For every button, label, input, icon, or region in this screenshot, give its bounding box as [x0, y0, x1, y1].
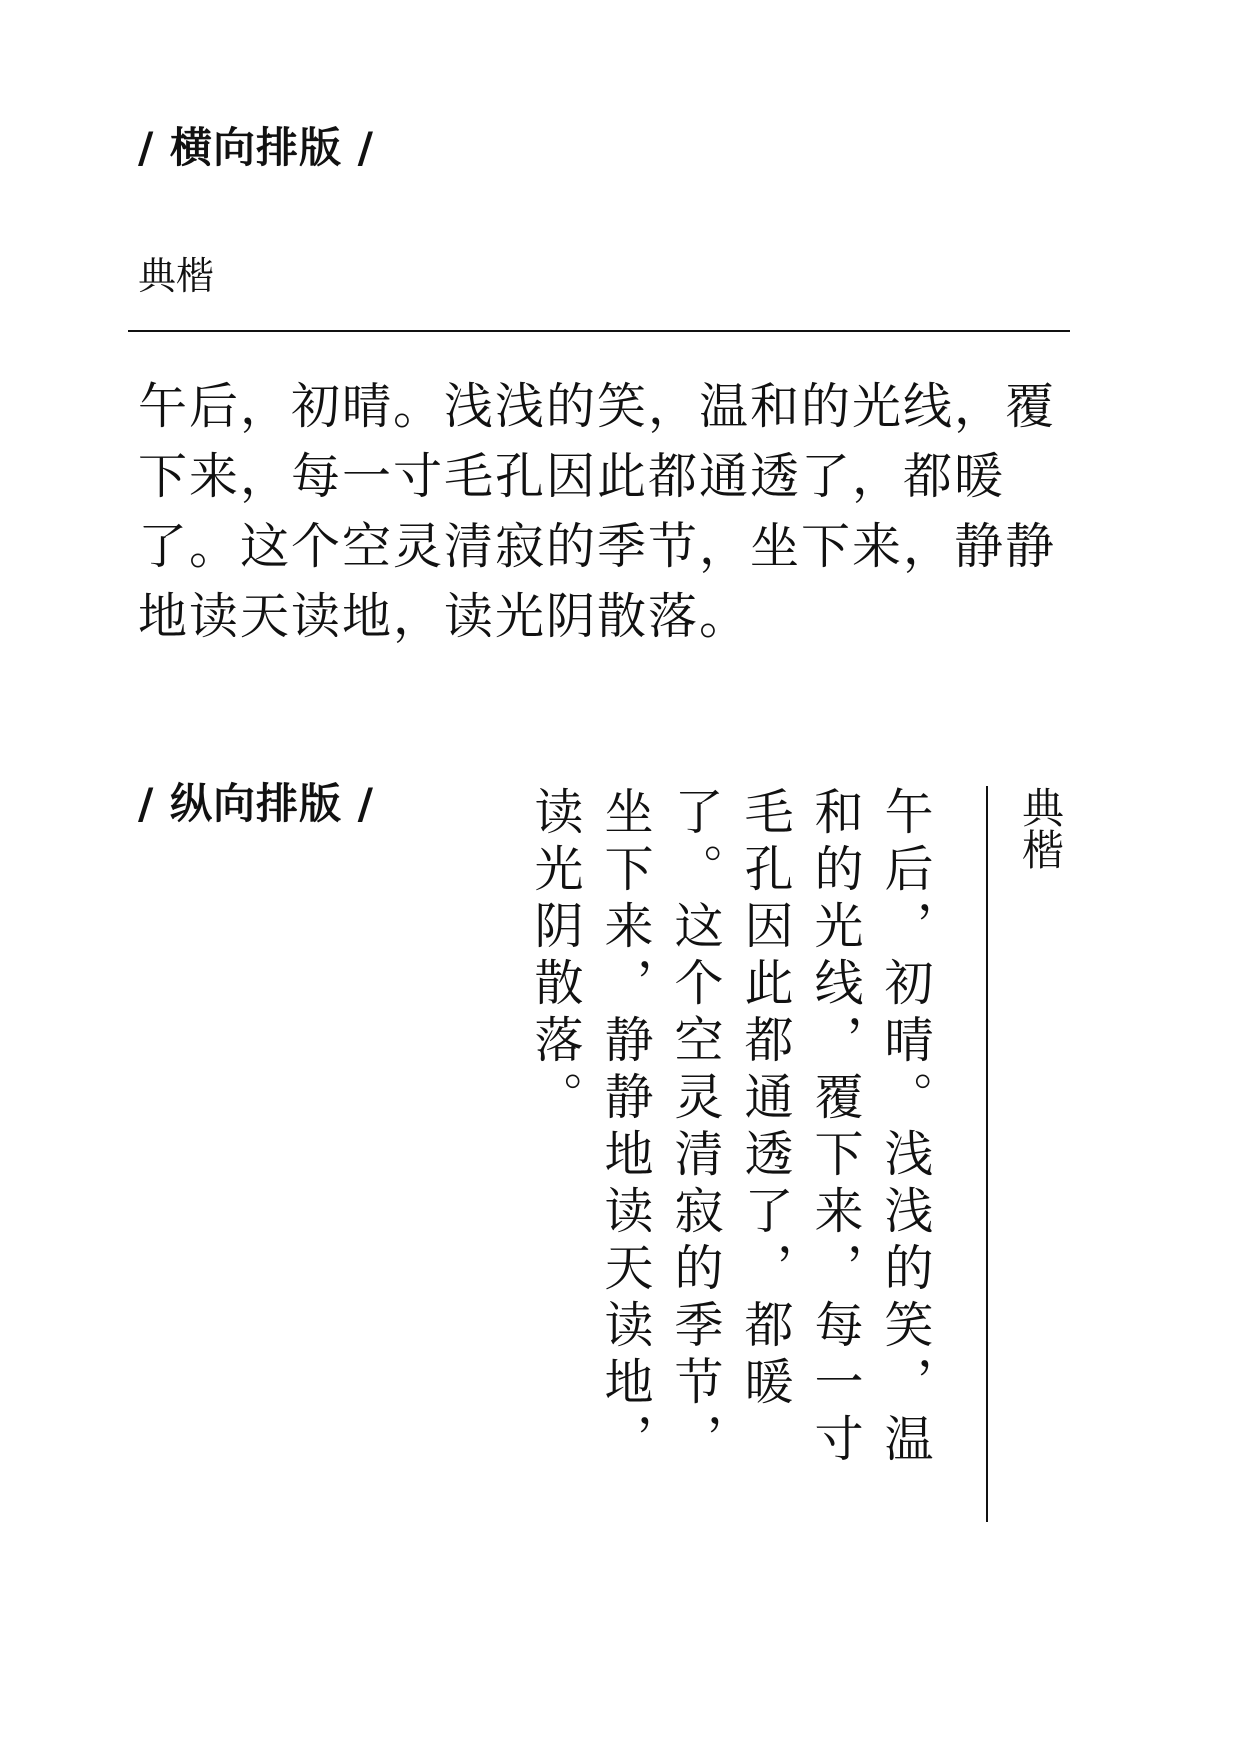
vertical-layout-heading: / 纵向排版 /	[138, 779, 374, 828]
horizontal-layout-heading: / 横向排版 /	[138, 123, 374, 172]
vertical-font-label: 典楷	[1016, 786, 1065, 870]
horizontal-font-label: 典楷	[138, 254, 215, 298]
horizontal-divider	[128, 330, 1070, 332]
vertical-sample-text: 午后，初晴。浅浅的笑，温和的光线，覆下来，每一寸毛孔因此都通透了，都暖了。这个空灵清寂的季节，坐下来，静静地读天读地，读光阴散落。	[527, 786, 934, 1470]
horizontal-sample-text: 午后，初晴。浅浅的笑，温和的光线，覆下来，每一寸毛孔因此都通透了，都暖了。这个空灵清寂的季节，坐下来，静静地读天读地，读光阴散落。	[138, 378, 1057, 645]
vertical-divider	[986, 786, 988, 1522]
